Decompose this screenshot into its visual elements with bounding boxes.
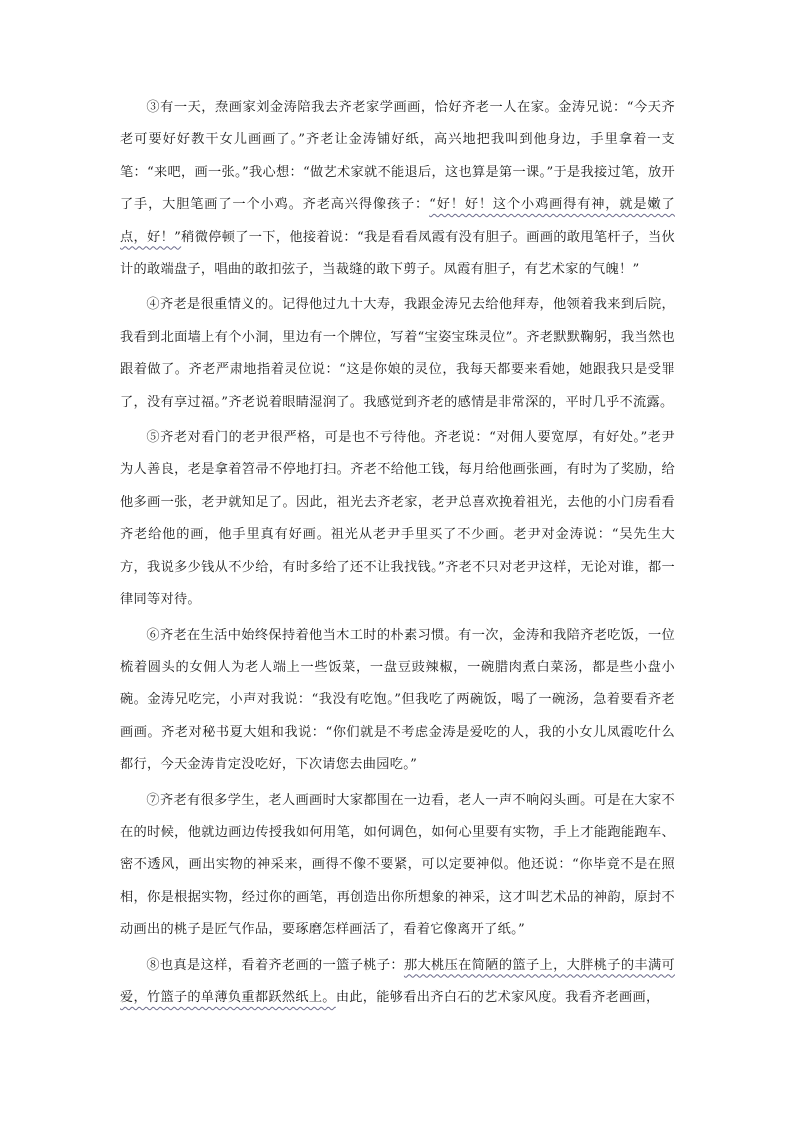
paragraph-3 xyxy=(120,92,675,286)
p3-text-b: 稍微停顿了一下，他接着说：“我是看看凤霞有没有胆子。画画的敢甩笔杆子，当伙计的敢端盘子，唱曲的敢扣弦子，当裁缝的敢下剪子。凤霞有胆子，有艺术家的气魄！” xyxy=(120,229,675,278)
p4-text: ④齐老是很重情义的。记得他过九十大寿，我跟金涛兄去给他拜寿，他领着我来到后院，我看到北面墙上有个小洞，里边有一个牌位，写着“宝姿宝珠灵位”。齐老默默鞠躬，我当然也跟着做了。齐老严肃地指着灵位说：“这是你娘的灵位，我每天都要来看她，她跟我只是受罪了，没有享过福。”齐老说着眼睛湿润了。我感觉到齐老的感情是非常深的，平时几乎不流露。 xyxy=(120,297,675,410)
paragraph-6 xyxy=(120,620,675,782)
p8-underlined-sentence: 那大桃压在简陋的篮子上，大胖桃子的丰满可爱，竹篮子的单薄负重都跃然纸上。 xyxy=(120,957,675,1005)
paragraph-5 xyxy=(120,422,675,616)
p3-underlined-quote: “好！好！这个小鸡画得有神，就是嫩了点，好！” xyxy=(120,197,675,245)
p8-text-a: ⑧也真是这样，看着齐老画的一篮子桃子： xyxy=(146,957,404,973)
p5-text: ⑤齐老对看门的老尹很严格，可是也不亏待他。齐老说：“对佣人要宽厚，有好处。”老尹为人善良，老是拿着笤帚不停地打扫。齐老不给他工钱，每月给他画张画，有时为了奖励，给他多画一张，老尹就知足了。因此，祖光去齐老家，老尹总喜欢挽着祖光，去他的小门房看看齐老给他的画，他手里真有好画。祖光从老尹手里买了不少画。老尹对金涛说：“吴先生大方，我说多少钱从不少给，有时多给了还不让我找钱。”齐老不只对老尹这样，无论对谁，都一律同等对待。 xyxy=(120,430,675,608)
paragraph-4 xyxy=(120,289,675,419)
document-body xyxy=(120,92,675,1017)
p6-text: ⑥齐老在生活中始终保持着他当木工时的朴素习惯。有一次，金涛和我陪齐老吃饭，一位梳着圆头的女佣人为老人端上一些饭菜，一盘豆豉辣椒，一碗腊肉煮白菜汤，都是些小盘小碗。金涛兄吃完，小声对我说：“我没有吃饱。”但我吃了两碗饭，喝了一碗汤，急着要看齐老画画。齐老对秘书夏大姐和我说：“你们就是不考虑金涛是爱吃的人，我的小女儿凤霞吃什么都行，今天金涛肯定没吃好，下次请您去曲园吃。” xyxy=(120,627,675,773)
paragraph-7 xyxy=(120,785,675,947)
p8-text-b: 由此，能够看出齐白石的艺术家风度。我看齐老画画， xyxy=(335,989,660,1005)
p7-text: ⑦齐老有很多学生，老人画画时大家都围在一边看，老人一声不响闷头画。可是在大家不在的时候，他就边画边传授我如何用笔，如何调色，如何心里要有实物，手上才能跑能跑车、密不透风，画出实物的神采来，画得不像不要紧，可以定要神似。他还说：“你毕竟不是在照相，你是根据实物，经过你的画笔，再创造出你所想象的神采，这才叫艺术品的神韵，原封不动画出的桃子是匠气作品，要琢磨怎样画活了，看着它像离开了纸。” xyxy=(120,792,675,938)
p3-text-a: ③有一天，焘画家刘金涛陪我去齐老家学画画，恰好齐老一人在家。金涛兄说：“今天齐老可要好好教干女儿画画了。”齐老让金涛铺好纸，高兴地把我叫到他身边，手里拿着一支笔：“来吧，画一张。”我心想：“做艺术家就不能退后，这也算是第一课。”于是我接过笔，放开了手，大胆笔画了一个小鸡。齐老高兴得像孩子： xyxy=(120,100,675,213)
paragraph-8 xyxy=(120,950,675,1015)
